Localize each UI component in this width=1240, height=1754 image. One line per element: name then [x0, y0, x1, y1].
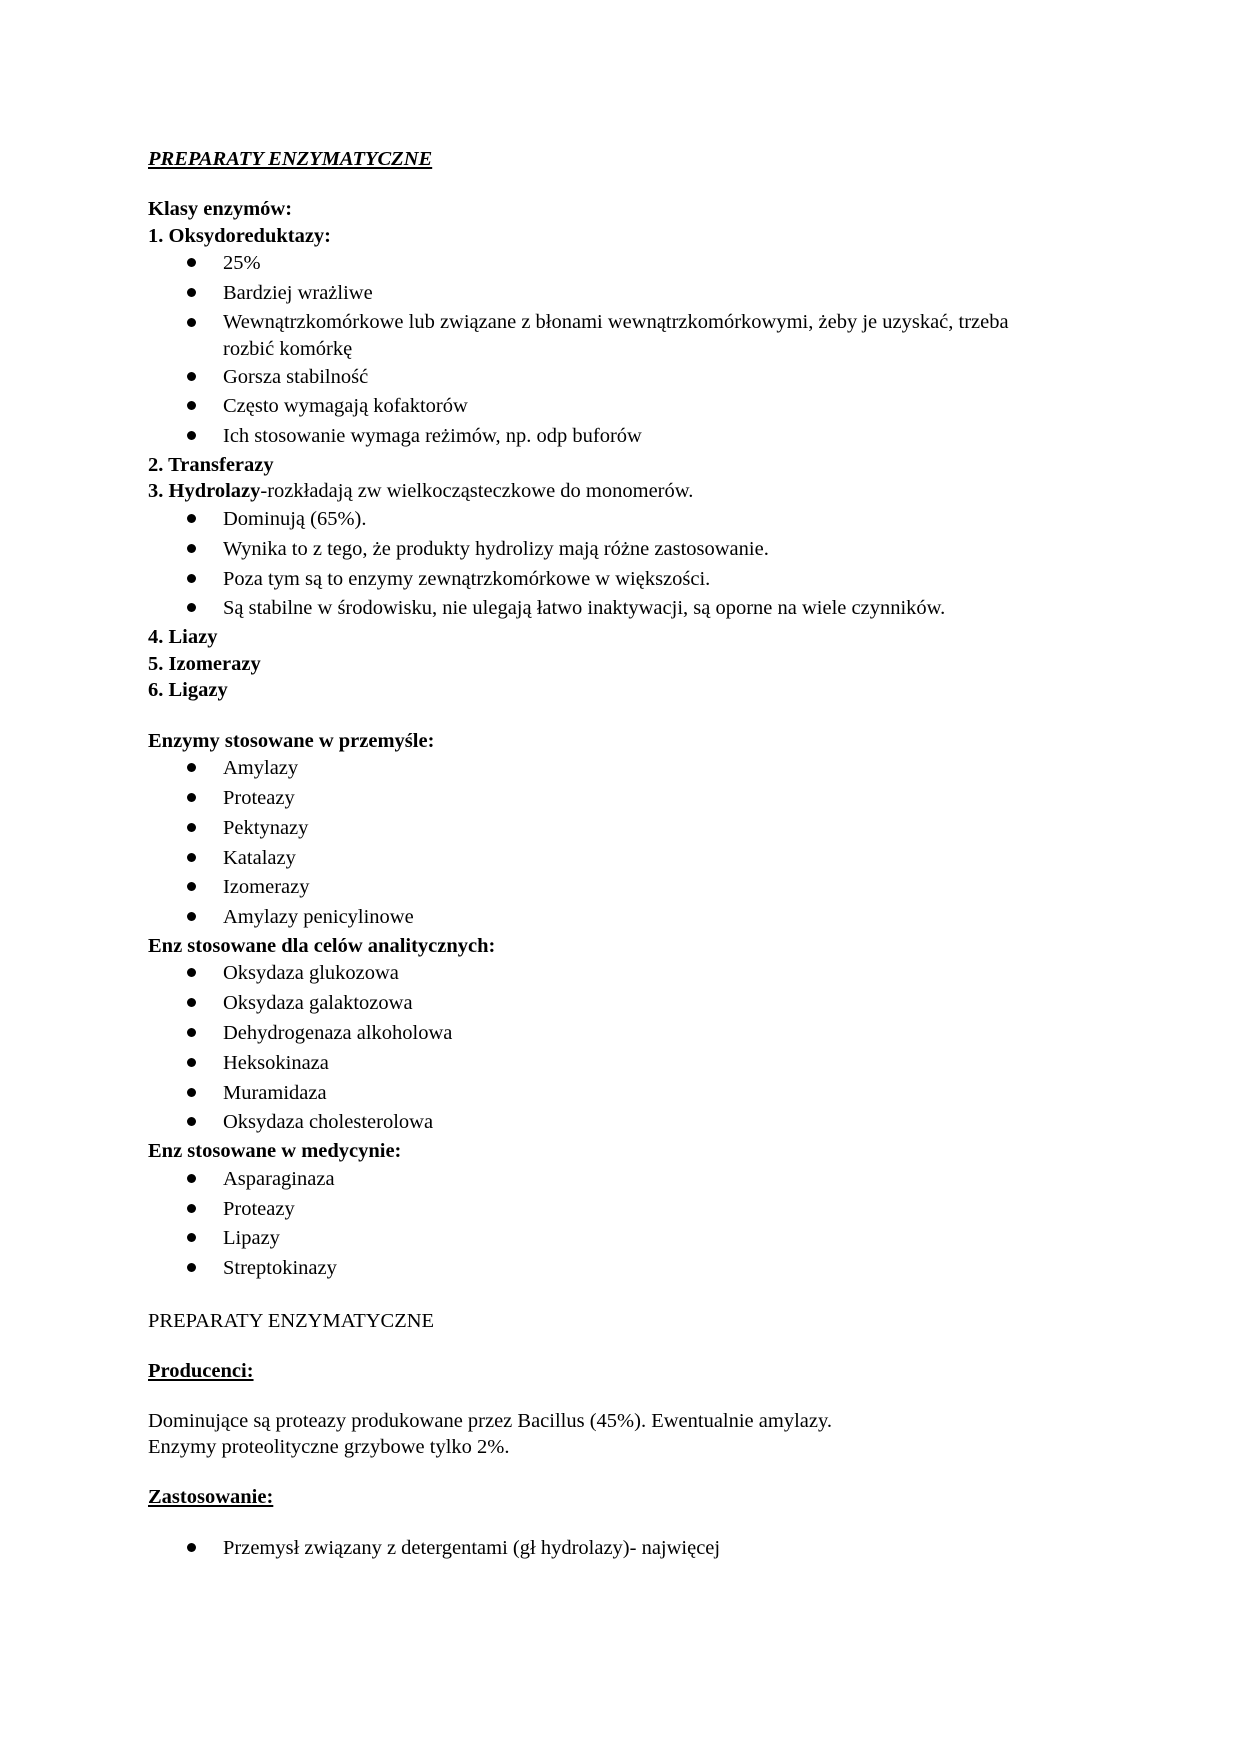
- document-title: PREPARATY ENZYMATYCZNE: [148, 148, 433, 170]
- list-item: Dehydrogenaza alkoholowa: [148, 1019, 1098, 1049]
- medicine-bullet-list: [148, 1165, 1098, 1284]
- bullet-icon: [187, 793, 196, 802]
- list-item: Wynika to z tego, że produkty hydrolizy mają różne zastosowanie.: [148, 535, 1098, 565]
- analytic-heading: Enz stosowane dla celów analitycznych:: [148, 934, 496, 957]
- spacer: [148, 704, 1098, 728]
- bullet-icon: [187, 1233, 196, 1242]
- spacer: [148, 172, 1098, 196]
- list-item: Katalazy: [148, 844, 1098, 874]
- bullet-icon: [187, 763, 196, 772]
- industry-heading: Enzymy stosowane w przemyśle:: [148, 729, 435, 752]
- list-item: Oksydaza galaktozowa: [148, 989, 1098, 1019]
- bullet-icon: [187, 998, 196, 1007]
- list-item: Amylazy penicylinowe: [148, 903, 1098, 933]
- class-5-label: 5. Izomerazy: [148, 652, 261, 675]
- list-item: Gorsza stabilność: [148, 363, 1098, 393]
- list-item: Pektynazy: [148, 814, 1098, 844]
- producers-line-2: Enzymy proteolityczne grzybowe tylko 2%.: [148, 1435, 510, 1458]
- class-3-line: [148, 478, 1098, 505]
- bullet-icon: [187, 882, 196, 891]
- list-item: Są stabilne w środowisku, nie ulegają łatwo inaktywacji, są oporne na wiele czynników.: [148, 594, 1098, 624]
- list-item: Często wymagają kofaktorów: [148, 392, 1098, 422]
- class-3-description: -rozkładają zw wielkocząsteczkowe do monomerów.: [260, 480, 694, 503]
- class-2-label: 2. Transferazy: [148, 453, 274, 476]
- list-item: Izomerazy: [148, 873, 1098, 903]
- bullet-icon: [187, 1117, 196, 1126]
- bullet-icon: [187, 1543, 196, 1552]
- industry-bullet-list: [148, 754, 1098, 933]
- list-item: Ich stosowanie wymaga reżimów, np. odp buforów: [148, 422, 1098, 452]
- bullet-icon: [187, 968, 196, 977]
- spacer: [148, 1334, 1098, 1358]
- list-item: Przemysł związany z detergentami (gł hydrolazy)- najwięcej: [148, 1534, 1098, 1564]
- bullet-icon: [187, 401, 196, 410]
- class-3-label: 3. Hydrolazy: [148, 480, 261, 503]
- bullet-icon: [187, 544, 196, 553]
- document-page: [148, 146, 1098, 1564]
- class-3-bullet-list: [148, 505, 1098, 624]
- list-item: Muramidaza: [148, 1079, 1098, 1109]
- list-item: Oksydaza cholesterolowa: [148, 1108, 1098, 1138]
- producers-line-1: Dominujące są proteazy produkowane przez Bacillus (45%). Ewentualnie amylazy.: [148, 1409, 833, 1432]
- class-1-bullet-list: [148, 249, 1098, 452]
- bullet-icon: [187, 1263, 196, 1272]
- bullet-icon: [187, 318, 196, 327]
- spacer: [148, 1510, 1098, 1534]
- bullet-icon: [187, 1204, 196, 1213]
- bullet-icon: [187, 912, 196, 921]
- usage-heading: Zastosowanie:: [148, 1485, 274, 1508]
- bullet-icon: [187, 258, 196, 267]
- list-item: Bardziej wrażliwe: [148, 279, 1098, 309]
- spacer: [148, 1460, 1098, 1484]
- classes-heading: Klasy enzymów:: [148, 198, 293, 220]
- list-item: Wewnątrzkomórkowe lub związane z błonami wewnątrzkomórkowymi, żeby je uzyskać, trzeba rozbić komórkę: [148, 309, 1043, 363]
- bullet-icon: [187, 288, 196, 297]
- list-item: 25%: [148, 249, 1098, 279]
- list-item: Proteazy: [148, 784, 1098, 814]
- bullet-icon: [187, 603, 196, 612]
- section-2-title: PREPARATY ENZYMATYCZNE: [148, 1309, 435, 1332]
- bullet-icon: [187, 1174, 196, 1183]
- spacer: [148, 1284, 1098, 1308]
- spacer: [148, 1384, 1098, 1408]
- bullet-icon: [187, 431, 196, 440]
- analytic-bullet-list: [148, 959, 1098, 1138]
- list-item: Dominują (65%).: [148, 505, 1098, 535]
- list-item: Oksydaza glukozowa: [148, 959, 1098, 989]
- medicine-heading: Enz stosowane w medycynie:: [148, 1140, 402, 1163]
- bullet-icon: [187, 574, 196, 583]
- producers-heading: Producenci:: [148, 1359, 254, 1382]
- bullet-icon: [187, 853, 196, 862]
- bullet-icon: [187, 514, 196, 523]
- bullet-icon: [187, 1088, 196, 1097]
- class-1-label: 1. Oksydoreduktazy:: [148, 224, 332, 247]
- list-item: Heksokinaza: [148, 1049, 1098, 1079]
- bullet-icon: [187, 823, 196, 832]
- list-item: Proteazy: [148, 1195, 1098, 1225]
- bullet-icon: [187, 1028, 196, 1037]
- list-item: Poza tym są to enzymy zewnątrzkomórkowe w większości.: [148, 565, 1098, 595]
- bullet-icon: [187, 1058, 196, 1067]
- usage-bullet-list: [148, 1534, 1098, 1564]
- bullet-icon: [187, 372, 196, 381]
- list-item: Asparaginaza: [148, 1165, 1098, 1195]
- list-item: Streptokinazy: [148, 1254, 1098, 1284]
- class-4-label: 4. Liazy: [148, 626, 218, 649]
- class-6-label: 6. Ligazy: [148, 679, 228, 702]
- list-item: Lipazy: [148, 1224, 1098, 1254]
- list-item: Amylazy: [148, 754, 1098, 784]
